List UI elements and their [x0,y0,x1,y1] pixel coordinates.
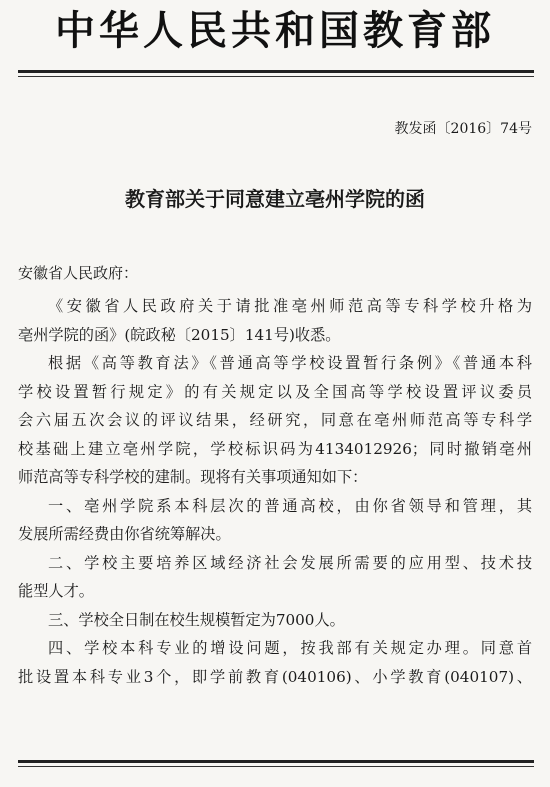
body-line: 会六届五次会议的评议结果，经研究，同意在亳州师范高等专科学 [18,411,532,429]
body-line: 亳州学院的函》(皖政秘〔2015〕141号)收悉。 [18,325,341,344]
body-line: 一、亳州学院系本科层次的普通高校，由你省领导和管理，其 [48,496,532,515]
body-line: 《安徽省人民政府关于请批准亳州师范高等专科学校升格为 [48,297,532,315]
body-line: 批设置本科专业3个，即学前教育(040106)、小学教育(040107)、 [18,667,532,686]
letter-body [18,292,532,691]
body-line: 学校设置暂行规定》的有关规定以及全国高等学校设置评议委员 [18,382,532,401]
body-line: 师范高等专科学校的建制。现将有关事项通知如下： [18,468,368,486]
document-title: 教育部关于同意建立亳州学院的函 [125,187,425,211]
header-rule-thick [18,70,534,73]
issuing-organization-header: 中华人民共和国教育部 [55,8,495,54]
body-line: 能型人才。 [18,582,94,600]
footer-rule-thick [18,760,534,763]
body-line: 二、学校主要培养区域经济社会发展所需要的应用型、技术技 [48,553,532,572]
header-rule-thin [18,76,534,77]
footer-rule-thin [18,766,534,767]
body-line: 四、学校本科专业的增设问题，按我部有关规定办理。同意首 [48,639,532,657]
body-line: 发展所需经费由你省统筹解决。 [18,525,231,543]
document-number: 教发函〔2016〕74号 [394,121,532,137]
body-line: 校基础上建立亳州学院，学校标识码为4134012926；同时撤销亳州 [18,439,532,458]
addressee: 安徽省人民政府： [18,264,139,282]
body-line: 三、学校全日制在校生规模暂定为7000人。 [48,610,345,629]
body-line: 根据《高等教育法》《普通高等学校设置暂行条例》《普通本科 [48,354,532,372]
